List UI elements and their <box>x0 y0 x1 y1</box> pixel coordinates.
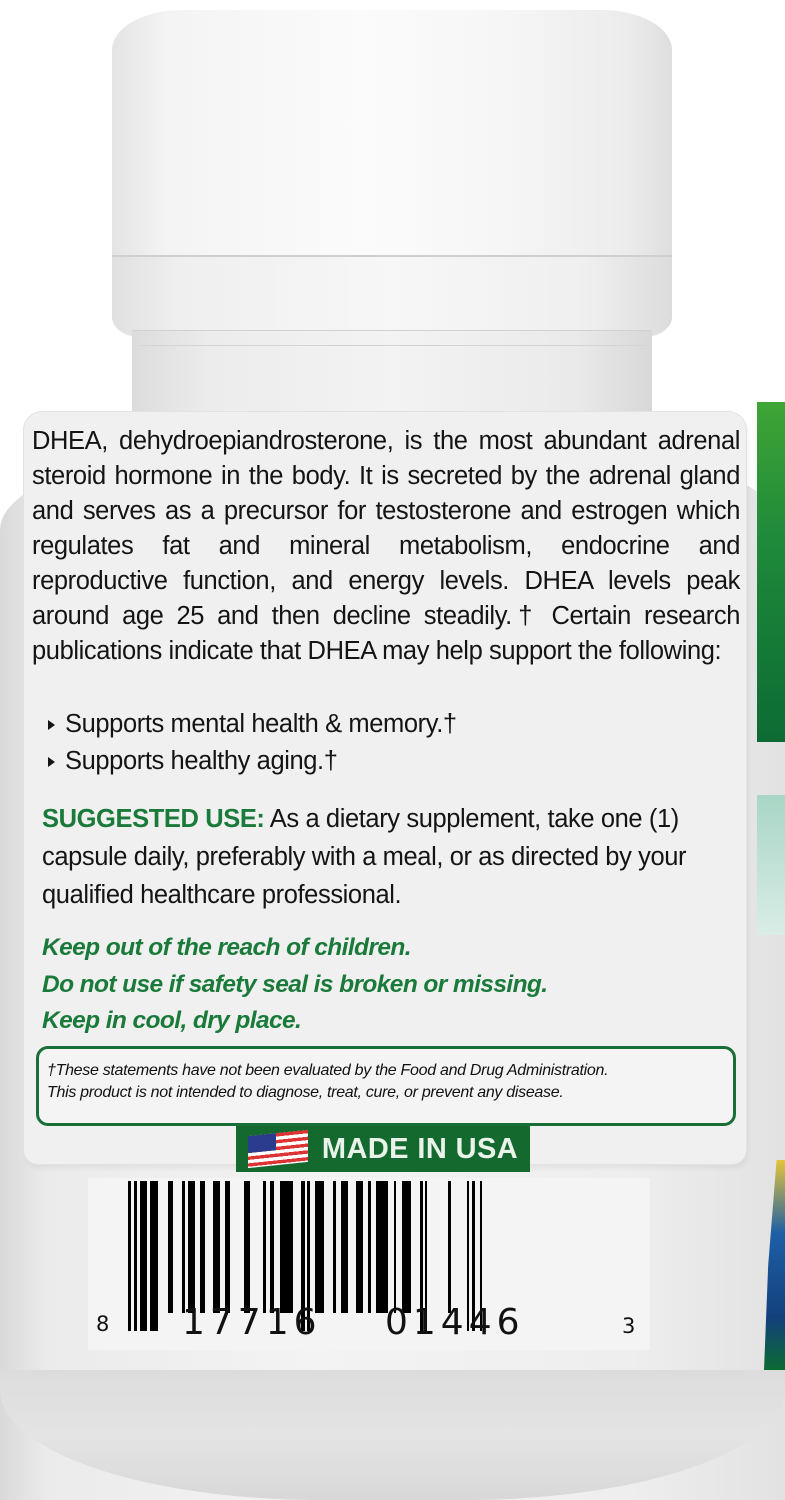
barcode-bar <box>315 1181 324 1313</box>
barcode-bar <box>270 1181 274 1313</box>
warnings <box>42 930 722 1040</box>
barcode-bar <box>402 1181 411 1313</box>
barcode-bar <box>394 1181 396 1313</box>
benefit-item <box>48 706 457 743</box>
barcode-bar <box>448 1181 451 1313</box>
suggested-use <box>42 800 742 914</box>
barcode-bar <box>244 1181 250 1313</box>
barcode-bar <box>356 1181 363 1313</box>
suggested-use-heading: SUGGESTED USE: <box>42 805 265 833</box>
triangle-bullet-icon <box>48 720 55 730</box>
barcode-left-digits: 17716 <box>182 1302 322 1343</box>
barcode-check-digit: 3 <box>622 1314 636 1338</box>
barcode-bar <box>213 1181 220 1313</box>
product-description: DHEA, dehydroepiandrosterone, is the most abundant adrenal steroid hormone in the body. It is secreted by the adrenal gland and serves as a precursor for testosterone and estrogen which regulates fat and mineral metabolism, endocrine and reproductive function, and energy levels. DHEA levels peak around age 25 and then decline steadily.† Certain research publications indicate that DHEA may help support the following: <box>32 427 740 665</box>
disclaimer-line: †These statements have not been evaluated by the Food and Drug Administration. <box>47 1062 609 1079</box>
made-in-usa-label: MADE IN USA <box>321 1132 519 1165</box>
front-label-green-stripe <box>757 402 785 742</box>
made-in-usa-badge <box>236 1126 530 1172</box>
warning-seal: Do not use if safety seal is broken or missing. <box>42 970 548 998</box>
barcode-bar <box>182 1181 185 1313</box>
barcode-bar <box>140 1181 147 1331</box>
us-flag-icon <box>248 1130 308 1168</box>
barcode-bar <box>200 1181 205 1313</box>
barcode-bar <box>225 1181 230 1313</box>
barcode-bar <box>168 1181 173 1313</box>
benefit-text: Supports mental health & memory.† <box>65 710 457 738</box>
warning-children: Keep out of the reach of children. <box>42 934 411 961</box>
barcode-bar <box>263 1181 266 1313</box>
barcode-bar <box>128 1181 131 1331</box>
benefits-list <box>48 706 457 780</box>
barcode-bar <box>376 1181 388 1313</box>
suggested-use-text: As a dietary supplement, take one (1) capsule daily, preferably with a meal, or as directed by your qualified healthcare professional. <box>42 805 687 909</box>
warning-storage: Keep in cool, dry place. <box>42 1007 302 1034</box>
barcode-bar <box>134 1181 137 1331</box>
barcode-bar <box>333 1181 336 1313</box>
barcode-bar <box>280 1181 293 1313</box>
barcode-bar <box>368 1181 371 1313</box>
front-label-teal-stripe <box>757 795 785 935</box>
neck-ridge <box>140 345 645 346</box>
benefit-item <box>48 743 457 780</box>
fda-disclaimer-box <box>36 1046 736 1126</box>
disclaimer-line: This product is not intended to diagnose, treat, cure, or prevent any disease. <box>47 1084 564 1101</box>
benefit-text: Supports healthy aging.† <box>65 747 338 775</box>
barcode-bar <box>150 1181 158 1331</box>
barcode-bar <box>188 1181 195 1313</box>
triangle-bullet-icon <box>48 757 55 767</box>
barcode-leading-digit: 8 <box>96 1312 110 1336</box>
barcode-bar <box>341 1181 348 1313</box>
bottle-cap-rim <box>112 255 672 337</box>
barcode-right-digits: 01446 <box>385 1302 525 1343</box>
